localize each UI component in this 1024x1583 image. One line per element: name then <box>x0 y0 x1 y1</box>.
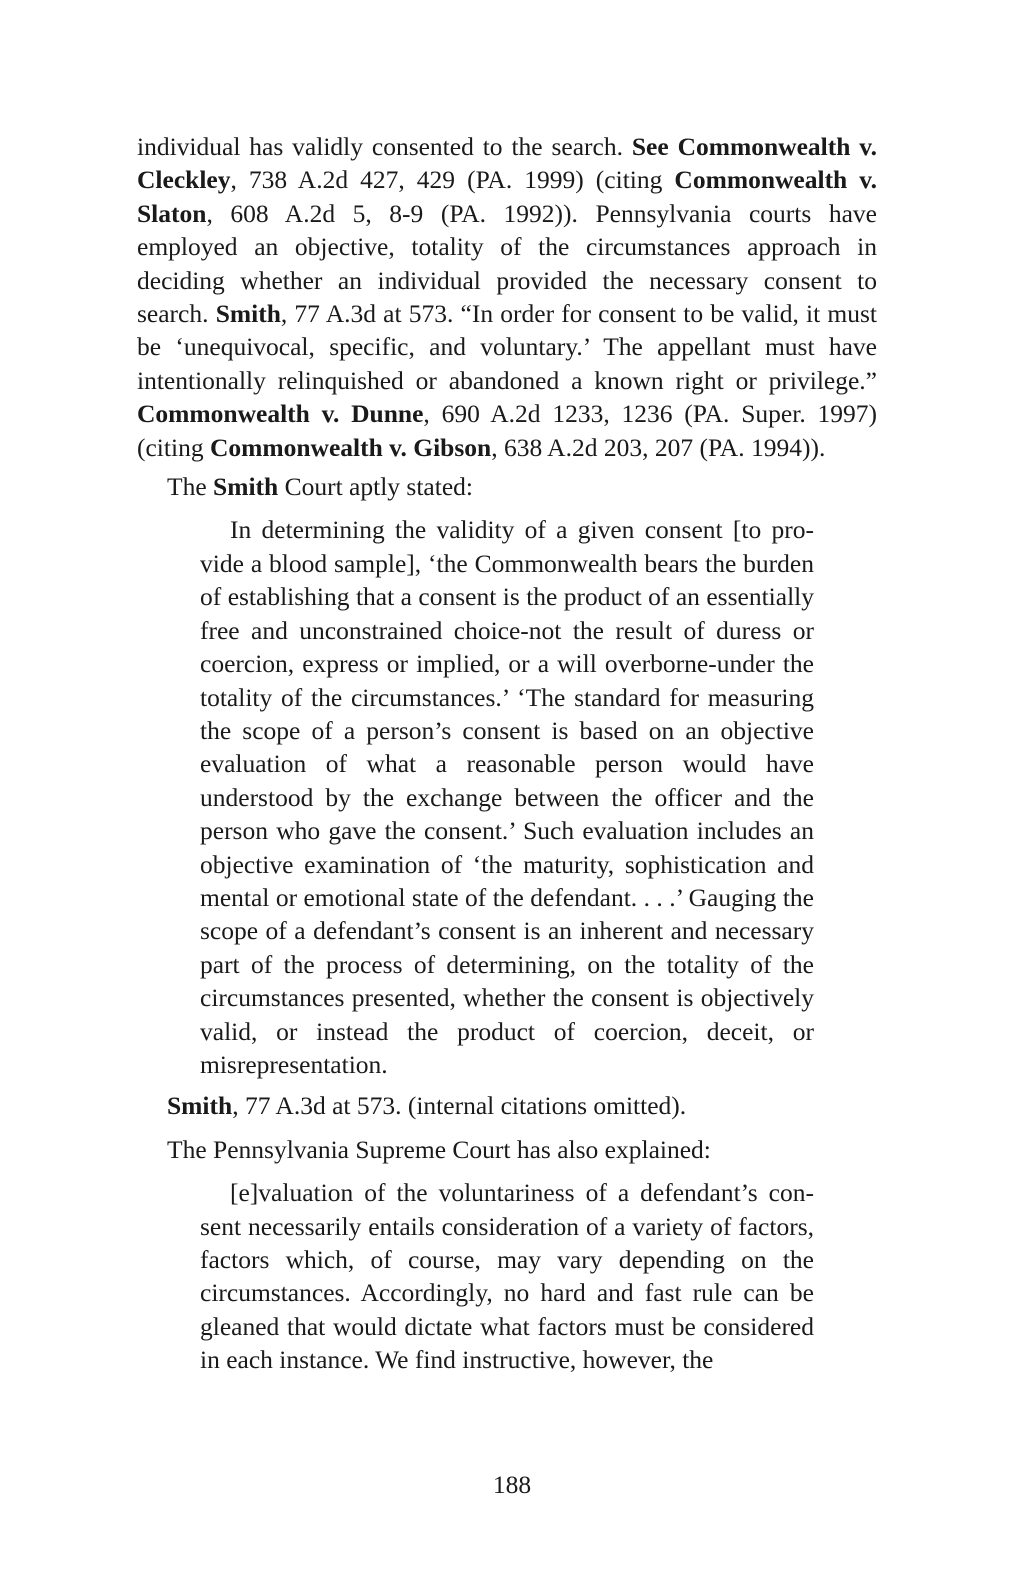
case-name: Commonwealth v. Slaton <box>137 165 878 228</box>
case-name: Smith <box>213 472 279 502</box>
body-paragraph: The Smith Court aptly stated: <box>167 472 473 502</box>
body-paragraph: The Pennsylvania Supreme Court has also explained: <box>167 1134 711 1164</box>
citation-line: Smith, 77 A.3d at 573. (internal citations omitted). <box>167 1091 687 1121</box>
case-name: Commonwealth v. Gibson <box>209 432 492 462</box>
body-paragraph: individual has validly consented to the search. See Commonwealth v. Cleckley, 738 A.2d 427, 429 (PA. 1999) (citing Commonwealth v. Slaton, 608 A.2d 5, 8-9 (PA. 1992)). Pennsylvania courts have employed an objective, totality of the circumstances approach in deciding whether an individual provided the necessary consent to search. Smith, 77 A.3d at 573. “In order for consent to be valid, it must be ‘unequivocal, specific, and voluntary.’ The appellant must have intentionally relinquished or abandoned a known right or privilege.” Commonwealth v. Dunne, 690 A.2d 1233, 1236 (PA. Super. 1997) (citing Commonwealth v. Gibson, 638 A.2d 203, 207 (PA. 1994)). <box>137 132 878 462</box>
block-quote: [e]valuation of the voluntariness of a defendant’s consent necessarily entails consideration of a variety of factors, factors which, of course, may vary depending on the circumstances. Accordingly, no hard and fast rule can be gleaned that would dictate what factors must be considered in each instance. We find instructive, however, the <box>200 1178 814 1375</box>
case-name: Commonwealth v. Dunne <box>137 399 424 429</box>
case-name: Smith <box>167 1091 233 1121</box>
document-body <box>137 130 877 1385</box>
case-name: See Commonwealth v. Cleckley <box>137 132 878 195</box>
block-quote: In determining the validity of a given consent [to provide a blood sample], ‘the Commonwealth bears the burden of establishing that a consent is the product of an essentially free and unconstrained choice-not the result of duress or coercion, express or implied, or a will overborne-under the totality of the circumstances.’ ‘The standard for measuring the scope of a person’s consent is based on an objective evaluation of what a reasonable person would have understood by the exchange between the officer and the person who gave the consent.’ Such evaluation includes an objective examination of ‘the maturity, sophistication and mental or emotional state of the defendant. . . .’ Gauging the scope of a defendant’s consent is an inherent and necessary part of the process of determining, on the totality of the circumstances presented, whether the consent is objectively valid, or instead the product of coercion, deceit, or misrepresentation. <box>200 515 814 1079</box>
page-number: 188 <box>492 1470 532 1499</box>
case-name: Smith <box>215 299 281 329</box>
